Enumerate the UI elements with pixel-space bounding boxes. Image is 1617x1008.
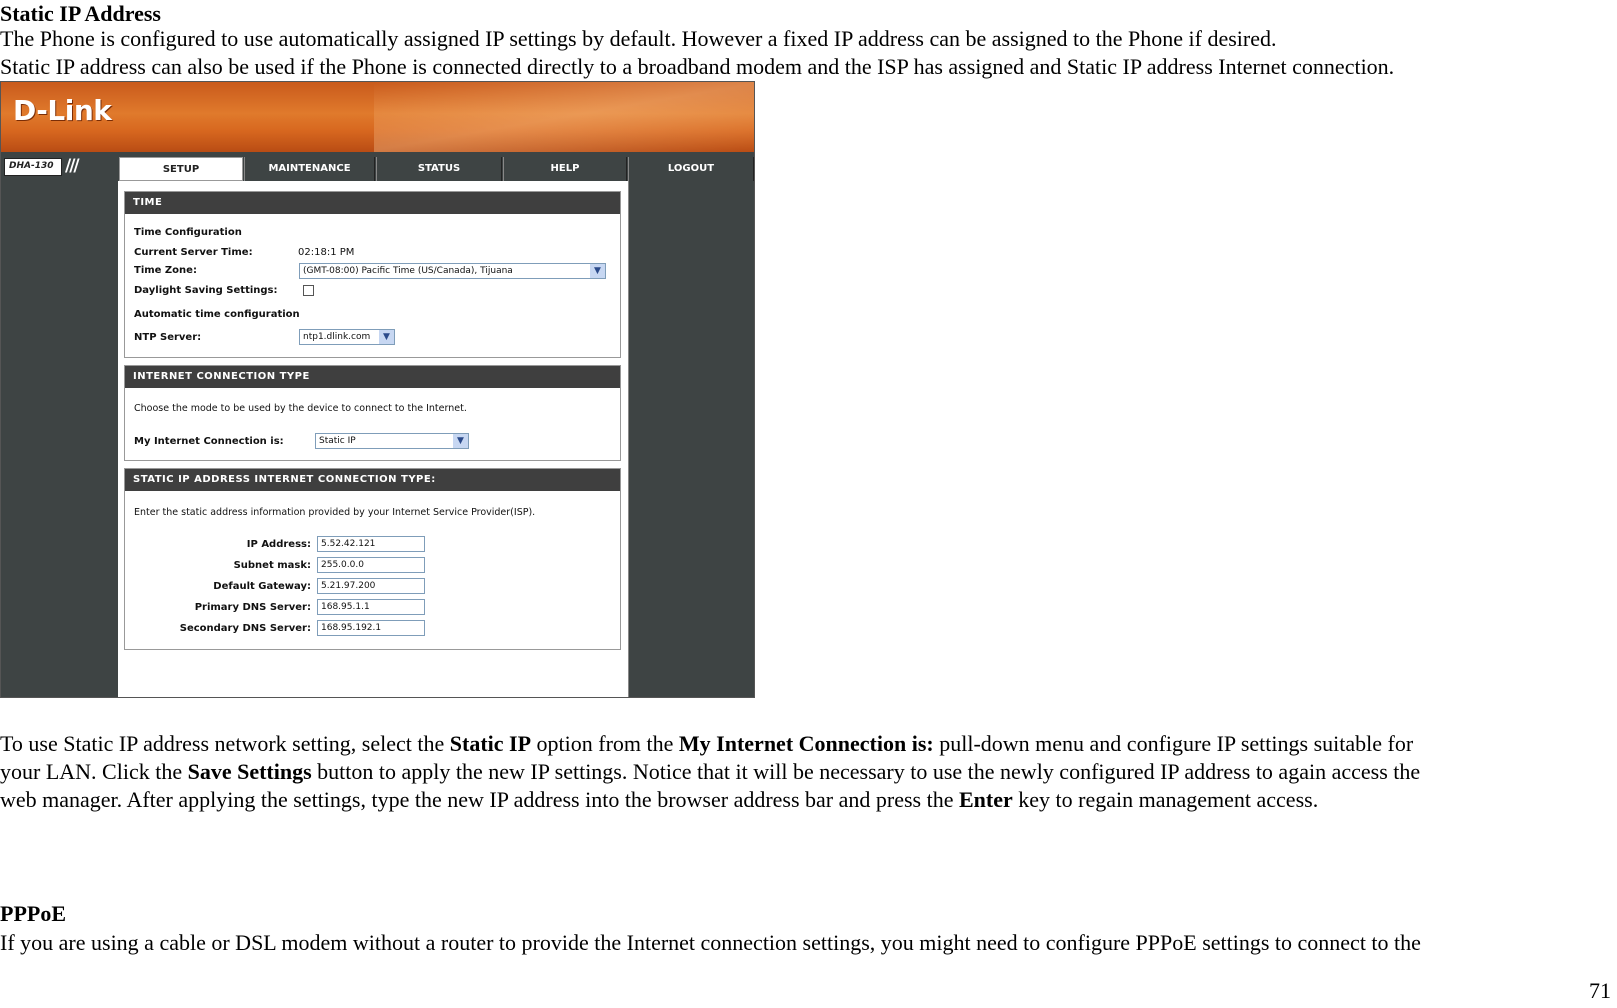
pppoe-line-1: If you are using a cable or DSL modem without a router to provide the Internet connection settings, you might need to configure PPPoE settings to connect to the [0,930,1421,955]
para-line-3 [0,786,1318,814]
secondary-dns-label: Secondary DNS Server: [179,623,311,634]
static-panel-title: STATIC IP ADDRESS INTERNET CONNECTION TYPE: [125,469,620,491]
default-gateway-input[interactable]: 5.21.97.200 [317,578,425,594]
auto-time-label: Automatic time configuration [134,309,300,320]
page-number: 71 [1589,978,1611,1003]
connection-mode-value: Static IP [319,436,356,446]
ip-address-input[interactable]: 5.52.42.121 [317,536,425,552]
static-note: Enter the static address information provided by your Internet Service Provider(ISP). [134,507,536,518]
nav-slashes: /// [65,156,78,176]
static-ip-panel [124,468,621,650]
router-screenshot [0,81,755,698]
tab-maintenance[interactable]: MAINTENANCE [244,157,375,181]
dst-label: Daylight Saving Settings: [134,285,278,296]
para-text: pull-down menu and configure IP settings suitable for [933,731,1414,756]
enter-key-term: Enter [959,787,1013,812]
section-heading-pppoe: PPPoE [0,901,66,926]
section-heading-static-ip: Static IP Address [0,1,161,26]
subnet-mask-input[interactable]: 255.0.0.0 [317,557,425,573]
connection-term: My Internet Connection is: [678,731,934,756]
dlink-logo: D-Link [13,94,112,127]
time-config-subtitle: Time Configuration [134,227,242,238]
intro-line-2: Static IP address can also be used if the Phone is connected directly to a broadband modem and the ISP has assigned and Static IP address Internet connection. [0,54,1395,79]
connection-note: Choose the mode to be used by the device to connect to the Internet. [134,403,467,414]
connection-mode-select[interactable] [315,433,469,449]
ip-address-label: IP Address: [246,539,311,550]
connection-type-panel [124,365,621,461]
static-ip-term: Static IP [449,731,532,756]
para-text: key to regain management access. [1012,787,1319,812]
router-content-area [118,181,628,698]
ntp-server-label: NTP Server: [134,332,202,343]
para-line-1 [0,730,1413,758]
tab-logout[interactable]: LOGOUT [628,157,754,181]
connection-mode-label: My Internet Connection is: [134,436,284,447]
router-banner [1,82,754,152]
default-gateway-label: Default Gateway: [213,581,311,592]
banner-swoosh [374,82,754,152]
model-badge: DHA-130 [4,158,62,176]
para-text: To use Static IP address network setting, select the [0,731,450,756]
tab-setup[interactable]: SETUP [119,157,243,181]
ntp-server-select[interactable] [299,329,395,345]
subnet-mask-label: Subnet mask: [233,560,311,571]
chevron-down-icon: ▼ [379,330,394,344]
primary-dns-input[interactable]: 168.95.1.1 [317,599,425,615]
connection-panel-title: INTERNET CONNECTION TYPE [125,366,620,388]
save-settings-term: Save Settings [187,759,312,784]
tab-status[interactable]: STATUS [376,157,502,181]
ntp-server-value: ntp1.dlink.com [303,332,371,342]
intro-line-1: The Phone is configured to use automatically assigned IP settings by default. However a fixed IP address can be assigned to the Phone if desired. [0,26,1277,51]
chevron-down-icon: ▼ [590,264,605,278]
para-text: web manager. After applying the settings, type the new IP address into the browser address bar and press the [0,787,959,812]
time-panel-title: TIME [125,192,620,214]
para-text: button to apply the new IP settings. Notice that it will be necessary to use the newly configured IP address to again access the [311,759,1421,784]
primary-dns-label: Primary DNS Server: [194,602,311,613]
secondary-dns-input[interactable]: 168.95.192.1 [317,620,425,636]
server-time-label: Current Server Time: [134,247,253,258]
time-zone-select[interactable] [299,263,606,279]
time-zone-value: (GMT-08:00) Pacific Time (US/Canada), Tijuana [303,266,513,276]
router-right-column [628,181,755,698]
para-text: your LAN. Click the [0,759,188,784]
tab-help[interactable]: HELP [503,157,627,181]
time-zone-label: Time Zone: [134,265,197,276]
time-panel [124,191,621,358]
server-time-value: 02:18:1 PM [298,247,355,258]
dst-checkbox[interactable] [303,285,314,296]
para-line-2 [0,758,1420,786]
chevron-down-icon: ▼ [453,434,468,448]
para-text: option from the [531,731,679,756]
